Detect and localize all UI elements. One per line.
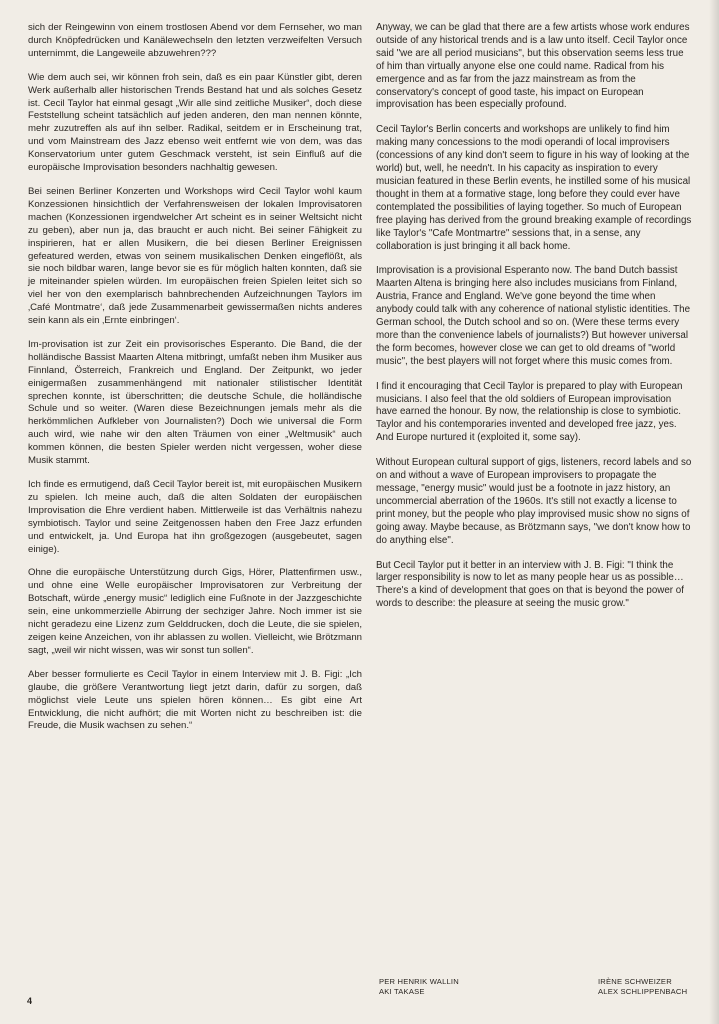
german-paragraph-7: Aber besser formulierte es Cecil Taylor in einem Interview mit J. B. Figi: „Ich glaube, die größere Verantwortung liegt jetzt darin, dafür zu sorgen, daß möglichst viele Leute uns spielen hören können… Es gibt eine Art Entwicklung, die nicht aufhört; die mit Worten nicht zu beschreiben ist: die Freude, die Musik wachsen zu sehen.“ xyxy=(28,668,362,732)
credit-name: ALEX SCHLIPPENBACH xyxy=(598,986,688,996)
page-number: 4 xyxy=(27,996,33,1006)
german-paragraph-5: Ich finde es ermutigend, daß Cecil Taylor bereit ist, mit europäischen Musikern zu spielen. Ich meine auch, daß die alten Soldaten der europäischen Improvisation die Ehre verdient haben. Mittlerweile ist das Verhältnis nahezu symbiotisch. Taylor und seine Zeitgenossen haben den Free Jazz erfunden und entwickelt, ja. Und Europa hat ihn großgezogen (ausgebeutet, sagen einige). xyxy=(28,479,362,555)
photo-credits-left xyxy=(379,977,459,996)
english-paragraph-1: Anyway, we can be glad that there are a few artists whose work endures outside of any historical trends and is a law unto itself. Cecil Taylor once said "we are all period musicians", but this observation seems less true of him than virtually anyone else one could name. Radical from his emergence and as far from the jazz mainstream as from the conservatory's concept of good taste, his impact on European improvisation has been especially profound. xyxy=(376,22,690,111)
german-paragraph-2: Wie dem auch sei, wir können froh sein, daß es ein paar Künstler gibt, deren Werk außerhalb aller historischen Trends Bestand hat und als solches Gesetz ist. Cecil Taylor hat einmal gesagt „Wir alle sind zeitliche Musiker“, doch diese Feststellung scheint tatsächlich auf jeden anderen, den man nennen könnte, mehr zuzutreffen als auf ihn selber. Radikal, seitdem er in Erscheinung trat, und vom Mainstream des Jazz ebenso weit entfernt wie von dem, was das Konservatorium unter gutem Geschmack versteht, ist sein Einfluß auf die europäische Improvisation besonders nachhaltig gewesen. xyxy=(28,71,362,174)
german-paragraph-4: Im-provisation ist zur Zeit ein provisorisches Esperanto. Die Band, die der holländische Bassist Maarten Altena mitbringt, umfaßt neben ihm Musiker aus Finnland, Österreich, Frankreich und England. Der Zeitpunkt, wo jeder einigermaßen zusammenhängend mit nationaler stilistischer Identität sprechen konnte, ist überschritten; die deutsche Schule, die holländische Schule und so weiter. (Waren diese Bezeichnungen jemals mehr als die herkömmlichen Aufkleber von Journalisten?) Doch wie universal die Form auch wird, wie nahe wir den alten Träumen von einer „Weltmusik“ auch kommen können, die besten Spieler werden nicht vergessen, woher diese Musik stammt. xyxy=(28,338,362,467)
english-paragraph-4: I find it encouraging that Cecil Taylor is prepared to play with European musicians. I also feel that the old soldiers of European improvisation have earned the honour. By now, the relationship is close to symbiotic. Taylor and his contemporaries invented and developed free jazz, yes. And Europe nurtured it (exploited it, some say). xyxy=(376,380,683,444)
page-edge-shadow xyxy=(709,0,719,1024)
german-paragraph-6: Ohne die europäische Unterstützung durch Gigs, Hörer, Plattenfirmen usw., und ohne eine Welle europäischer Improvisatoren zur Verbreitung der Botschaft, würde „energy music“ lediglich eine Fußnote in der Jazzgeschichte sein, eine unkommerzielle Abirrung der sechziger Jahre. Noch immer ist sie nicht geradezu eine Lizenz zum Gelddrucken, doch die Leute, die sie spielen, zeigen keine Anzeichen, von ihr ablassen zu wollen. Vielleicht, wie Brötzmann sagt, „weil wir nicht wissen, was wir sonst tun sollen“. xyxy=(28,567,362,656)
english-paragraph-3: Improvisation is a provisional Esperanto now. The band Dutch bassist Maarten Altena is bringing here also includes musicians from Finland, Austria, France and England. We've gone beyond the time when anybody could talk with any coherence of national stylistic identities. The German school, the Dutch school and so on. (Were these terms every more than the convenience labels of journalists?) But however universal the form becomes, however close we can get to old dreams of "world music", the best players will not forget where this music comes from. xyxy=(376,265,691,367)
credit-name: AKI TAKASE xyxy=(379,986,425,996)
german-paragraph-1: sich der Reingewinn von einem trostlosen Abend vor dem Fernseher, wo man durch Knöpfedrücken und Kanälewechseln den letzten verzweifelten Versuch unternimmt, die Langeweile abzuwehren??? xyxy=(28,22,362,59)
english-paragraph-5: Without European cultural support of gigs, listeners, record labels and so on and without a wave of European improvisers to propagate the message, "energy music" would just be a footnote in jazz history, an uncommercial aberration of the 1960s. It's still not exactly a license to print money, but the people who play improvised music show no signs of going away. Maybe because, as Brötzmann says, "we don't know how to do anything else". xyxy=(376,457,692,546)
photo-credits-right xyxy=(598,977,687,996)
credit-name: IRÈNE SCHWEIZER xyxy=(598,977,672,986)
english-paragraph-6: But Cecil Taylor put it better in an interview with J. B. Figi: "I think the larger responsibility is now to let as many people hear us as possible… There's a kind of development that goes on that is beyond the power of words to describe: the pleasure at seeing the music grow." xyxy=(376,559,684,610)
english-paragraph-2: Cecil Taylor's Berlin concerts and workshops are unlikely to find him making many concessions to the modi operandi of local improvisers (concessions of any kind don't seem to figure in his way of looking at the world) but, well, he needn't. In his capacity as inspiration to every musician featured in these Berlin events, he instilled some of his musical thought in them at a formative stage, long before they could ever have contemplated the possibilities of laying together. So much of European free playing has derived from the ground breaking example of recordings like Taylor's "Cafe Montmartre" sessions that, in a sense, any collaboration is just bringing it all back home. xyxy=(376,124,692,252)
german-column xyxy=(28,22,362,744)
german-paragraph-3: Bei seinen Berliner Konzerten und Workshops wird Cecil Taylor wohl kaum Konzessionen hinsichtlich der Verfahrensweisen der lokalen Improvisatoren machen (Konzessionen irgendwelcher Art scheint es in seiner Weltsicht nicht zu geben), aber nun ja, das braucht er auch nicht. Bei seiner Fähigkeit zu inspirieren, hat er allen Musikern, die bei diesen Berliner Ereignissen gefeatured werden, etwas von seinem musikalischen Denken eingeflößt, als sie noch bildbar waren, lange bevor sie es für möglich halten konnten, daß sie je miteinander spielen würden. Im europäischen freien Spielen leitet sich so viel her von den exemplarisch bahnbrechenden Aufzeichnungen Taylors im ‚Café Montmatre‘, daß jede Zusammenarbeit gewissermaßen nichts anderes sein kann als ein ‚Ernte einbringen‘. xyxy=(28,185,362,327)
english-column xyxy=(376,22,692,623)
credit-name: PER HENRIK WALLIN xyxy=(379,977,459,986)
